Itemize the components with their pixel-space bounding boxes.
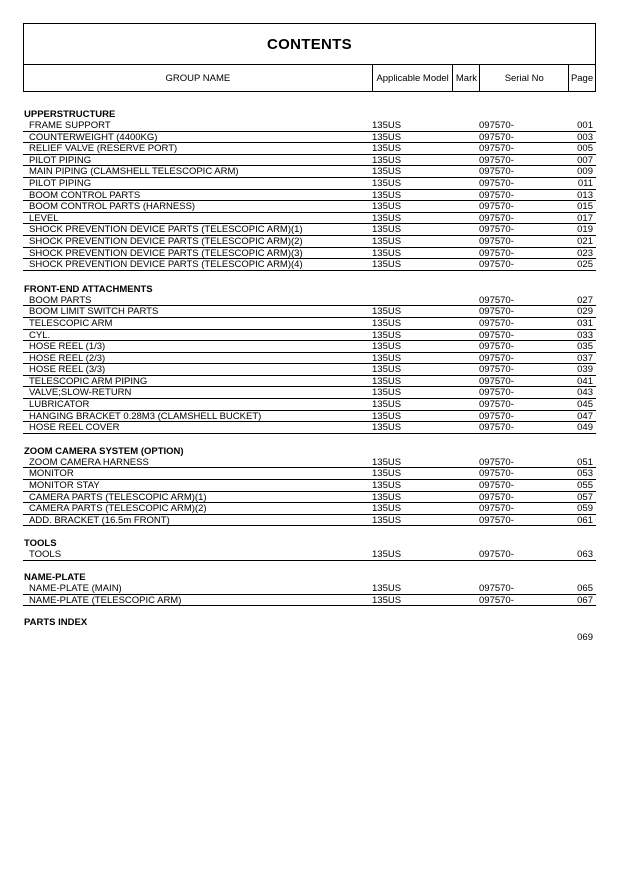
group-name-cell: COUNTERWEIGHT (4400KG)	[29, 131, 158, 143]
page-number-cell: 041	[577, 375, 593, 387]
page-number-cell: 001	[577, 120, 593, 131]
header-group-name: GROUP NAME	[165, 72, 231, 84]
group-name-cell: SHOCK PREVENTION DEVICE PARTS (TELESCOPIC ARM)(3)	[29, 247, 303, 259]
group-name-cell: ZOOM CAMERA HARNESS	[29, 456, 149, 468]
serial-no-cell: 097570-	[479, 352, 514, 364]
serial-no-cell: 097570-	[479, 177, 514, 189]
serial-no-cell: 097570-	[479, 235, 514, 247]
table-row[interactable]	[23, 549, 596, 561]
table-row[interactable]	[23, 306, 596, 318]
group-name-cell: LEVEL	[29, 212, 59, 224]
applicable-model-cell: 135US	[372, 514, 402, 526]
serial-no-cell: 097570-	[479, 166, 514, 178]
group-name-cell: HOSE REEL (3/3)	[29, 364, 106, 375]
table-row[interactable]	[23, 399, 596, 411]
applicable-model-cell: 135US	[372, 352, 402, 364]
page-number-cell: 003	[577, 131, 593, 143]
table-row[interactable]	[23, 503, 596, 515]
applicable-model-cell: 135US	[372, 120, 402, 131]
page-number-cell: 033	[577, 329, 593, 341]
applicable-model-cell: 135US	[372, 306, 402, 318]
table-row[interactable]	[23, 248, 596, 260]
table-row[interactable]	[23, 364, 596, 376]
header-applicable-model: Applicable Model	[372, 65, 453, 91]
applicable-model-cell: 135US	[372, 364, 402, 376]
section-heading: ZOOM CAMERA SYSTEM (OPTION)	[24, 445, 184, 457]
group-name-cell: PILOT PIPING	[29, 154, 92, 166]
group-name-cell: SHOCK PREVENTION DEVICE PARTS (TELESCOPIC ARM)(1)	[29, 224, 303, 235]
applicable-model-cell: 135US	[372, 131, 402, 143]
applicable-model-cell: 135US	[372, 594, 402, 606]
table-row[interactable]	[23, 595, 596, 607]
group-name-cell: BOOM CONTROL PARTS (HARNESS)	[29, 201, 196, 212]
page-number-cell: 013	[577, 189, 593, 201]
page-number-cell: 053	[577, 468, 593, 480]
applicable-model-cell: 135US	[372, 491, 402, 503]
applicable-model-cell	[369, 295, 479, 306]
applicable-model-cell: 135US	[372, 154, 402, 166]
serial-no-cell: 097570-	[479, 212, 514, 224]
group-name-cell: RELIEF VALVE (RESERVE PORT)	[29, 143, 178, 154]
table-row[interactable]	[23, 120, 596, 132]
group-name-cell: BOOM PARTS	[29, 294, 92, 306]
page-number-cell: 019	[577, 224, 593, 236]
serial-no-cell: 097570-	[479, 341, 514, 353]
header-mark: Mark	[452, 65, 479, 91]
page-number-cell: 005	[577, 143, 593, 155]
serial-no-cell: 097570-	[479, 491, 514, 503]
table-row[interactable]	[23, 515, 596, 527]
contents-list	[23, 92, 596, 644]
group-name-cell: MONITOR STAY	[29, 480, 100, 491]
page-number-cell: 055	[577, 480, 593, 492]
applicable-model-cell: 135US	[372, 341, 402, 353]
table-row[interactable]	[23, 387, 596, 399]
group-name-cell: HOSE REEL (1/3)	[29, 341, 106, 352]
applicable-model-cell: 135US	[372, 317, 402, 329]
group-name-cell: BOOM CONTROL PARTS	[29, 189, 141, 201]
table-row[interactable]	[23, 422, 596, 434]
page-number-cell: 063	[577, 549, 593, 561]
page-number-cell: 015	[577, 201, 593, 213]
table-row[interactable]	[23, 376, 596, 388]
serial-no-cell: 097570-	[479, 594, 514, 606]
page-number-cell: 023	[577, 247, 593, 259]
table-row[interactable]	[23, 457, 596, 469]
group-name-cell: FRAME SUPPORT	[29, 120, 111, 131]
page-number-cell: 029	[577, 306, 593, 318]
serial-no-cell: 097570-	[479, 317, 514, 329]
table-row[interactable]	[23, 480, 596, 492]
applicable-model-cell: 135US	[372, 259, 402, 271]
header-serial-no: Serial No	[479, 65, 568, 91]
group-name-cell: HANGING BRACKET 0.28M3 (CLAMSHELL BUCKET)	[29, 410, 262, 422]
header-page: Page	[568, 65, 595, 91]
table-row[interactable]	[23, 492, 596, 504]
page-number-cell: 043	[577, 387, 593, 399]
serial-no-cell: 097570-	[479, 143, 514, 155]
page-number-cell: 025	[577, 259, 593, 271]
group-name-cell: TELESCOPIC ARM PIPING	[29, 375, 148, 387]
section-heading: FRONT-END ATTACHMENTS	[24, 283, 153, 295]
applicable-model-cell: 135US	[372, 375, 402, 387]
serial-no-cell: 097570-	[479, 583, 514, 594]
page-number-cell: 045	[577, 399, 593, 411]
group-name-cell: HOSE REEL COVER	[29, 422, 120, 433]
group-name-cell: BOOM LIMIT SWITCH PARTS	[29, 306, 159, 317]
page-number-cell: 057	[577, 491, 593, 503]
applicable-model-cell: 135US	[372, 166, 402, 178]
table-row[interactable]	[23, 190, 596, 202]
group-name-cell: MONITOR	[29, 468, 74, 480]
table-row[interactable]	[23, 295, 596, 307]
page-title: CONTENTS	[23, 23, 596, 64]
applicable-model-cell: 135US	[372, 549, 402, 561]
applicable-model-cell: 135US	[372, 235, 402, 247]
serial-no-cell: 097570-	[479, 120, 514, 131]
section-heading: NAME-PLATE	[24, 572, 86, 583]
page-number-cell: 059	[577, 503, 593, 515]
group-name-cell: SHOCK PREVENTION DEVICE PARTS (TELESCOPIC ARM)(4)	[29, 259, 303, 270]
page-number-cell: 021	[577, 235, 593, 247]
parts-index-page: 069	[577, 632, 593, 644]
serial-no-cell: 097570-	[479, 259, 514, 271]
applicable-model-cell: 135US	[372, 422, 402, 434]
serial-no-cell: 097570-	[479, 294, 514, 306]
page-number-cell: 007	[577, 154, 593, 166]
table-row[interactable]	[23, 583, 596, 595]
serial-no-cell: 097570-	[479, 189, 514, 201]
page-number-cell: 051	[577, 456, 593, 468]
parts-index-heading[interactable]: PARTS INDEX	[24, 617, 88, 629]
page-number-cell: 047	[577, 410, 593, 422]
table-row[interactable]	[23, 143, 596, 155]
page-number-cell: 031	[577, 317, 593, 329]
table-row[interactable]	[23, 411, 596, 423]
page-number-cell: 009	[577, 166, 593, 178]
serial-no-cell: 097570-	[479, 306, 514, 318]
group-name-cell: TOOLS	[29, 549, 62, 560]
group-name-cell: CYL.	[29, 329, 51, 341]
serial-no-cell: 097570-	[479, 514, 514, 526]
table-row[interactable]	[23, 330, 596, 342]
page-number-cell: 027	[577, 294, 593, 306]
applicable-model-cell: 135US	[372, 456, 402, 468]
group-name-cell: PILOT PIPING	[29, 177, 92, 189]
group-name-cell: MAIN PIPING (CLAMSHELL TELESCOPIC ARM)	[29, 166, 239, 177]
applicable-model-cell: 135US	[372, 399, 402, 411]
applicable-model-cell: 135US	[372, 583, 402, 594]
table-row[interactable]	[23, 224, 596, 236]
serial-no-cell: 097570-	[479, 468, 514, 480]
group-name-cell: VALVE;SLOW-RETURN	[29, 387, 132, 399]
page-number-cell: 037	[577, 352, 593, 364]
serial-no-cell: 097570-	[479, 375, 514, 387]
applicable-model-cell: 135US	[372, 468, 402, 480]
group-name-cell: LUBRICATOR	[29, 399, 90, 410]
serial-no-cell: 097570-	[479, 224, 514, 236]
group-name-cell: SHOCK PREVENTION DEVICE PARTS (TELESCOPIC ARM)(2)	[29, 235, 303, 247]
page-number-cell: 039	[577, 364, 593, 376]
table-row[interactable]	[23, 213, 596, 225]
page-number-cell: 049	[577, 422, 593, 434]
serial-no-cell: 097570-	[479, 410, 514, 422]
table-row[interactable]	[23, 166, 596, 178]
applicable-model-cell: 135US	[372, 387, 402, 399]
serial-no-cell: 097570-	[479, 456, 514, 468]
table-row[interactable]	[23, 353, 596, 365]
table-row[interactable]	[23, 178, 596, 190]
group-name-cell: CAMERA PARTS (TELESCOPIC ARM)(1)	[29, 491, 207, 503]
serial-no-cell: 097570-	[479, 480, 514, 492]
applicable-model-cell: 135US	[372, 410, 402, 422]
table-header	[23, 64, 596, 92]
applicable-model-cell: 135US	[372, 247, 402, 259]
applicable-model-cell: 135US	[372, 480, 402, 492]
serial-no-cell: 097570-	[479, 549, 514, 561]
page-number-cell: 065	[577, 583, 593, 594]
page-number-cell: 017	[577, 212, 593, 224]
table-row[interactable]	[23, 318, 596, 330]
section-heading: UPPERSTRUCTURE	[24, 109, 116, 120]
page-number-cell: 035	[577, 341, 593, 353]
page-number-cell: 011	[577, 177, 593, 189]
serial-no-cell: 097570-	[479, 387, 514, 399]
applicable-model-cell: 135US	[372, 177, 402, 189]
applicable-model-cell: 135US	[372, 143, 402, 155]
serial-no-cell: 097570-	[479, 503, 514, 515]
group-name-cell: NAME-PLATE (MAIN)	[29, 583, 122, 594]
page-number-cell: 061	[577, 514, 593, 526]
serial-no-cell: 097570-	[479, 131, 514, 143]
table-row[interactable]	[23, 201, 596, 213]
serial-no-cell: 097570-	[479, 247, 514, 259]
table-row[interactable]	[23, 259, 596, 271]
table-row[interactable]	[23, 468, 596, 480]
serial-no-cell: 097570-	[479, 422, 514, 434]
group-name-cell: ADD. BRACKET (16.5m FRONT)	[29, 514, 170, 526]
applicable-model-cell: 135US	[372, 189, 402, 201]
table-row[interactable]	[23, 155, 596, 167]
table-row[interactable]	[23, 132, 596, 144]
table-row[interactable]	[23, 236, 596, 248]
serial-no-cell: 097570-	[479, 329, 514, 341]
serial-no-cell: 097570-	[479, 201, 514, 213]
contents-frame	[23, 23, 596, 644]
group-name-cell: CAMERA PARTS (TELESCOPIC ARM)(2)	[29, 503, 207, 514]
section-heading: TOOLS	[24, 538, 57, 550]
group-name-cell: HOSE REEL (2/3)	[29, 352, 106, 364]
applicable-model-cell: 135US	[372, 224, 402, 236]
applicable-model-cell: 135US	[372, 329, 402, 341]
page-number-cell: 067	[577, 594, 593, 606]
table-row[interactable]	[23, 341, 596, 353]
serial-no-cell: 097570-	[479, 154, 514, 166]
applicable-model-cell: 135US	[372, 201, 402, 213]
group-name-cell: NAME-PLATE (TELESCOPIC ARM)	[29, 594, 182, 606]
serial-no-cell: 097570-	[479, 399, 514, 411]
group-name-cell: TELESCOPIC ARM	[29, 317, 113, 329]
applicable-model-cell: 135US	[372, 503, 402, 515]
serial-no-cell: 097570-	[479, 364, 514, 376]
applicable-model-cell: 135US	[372, 212, 402, 224]
